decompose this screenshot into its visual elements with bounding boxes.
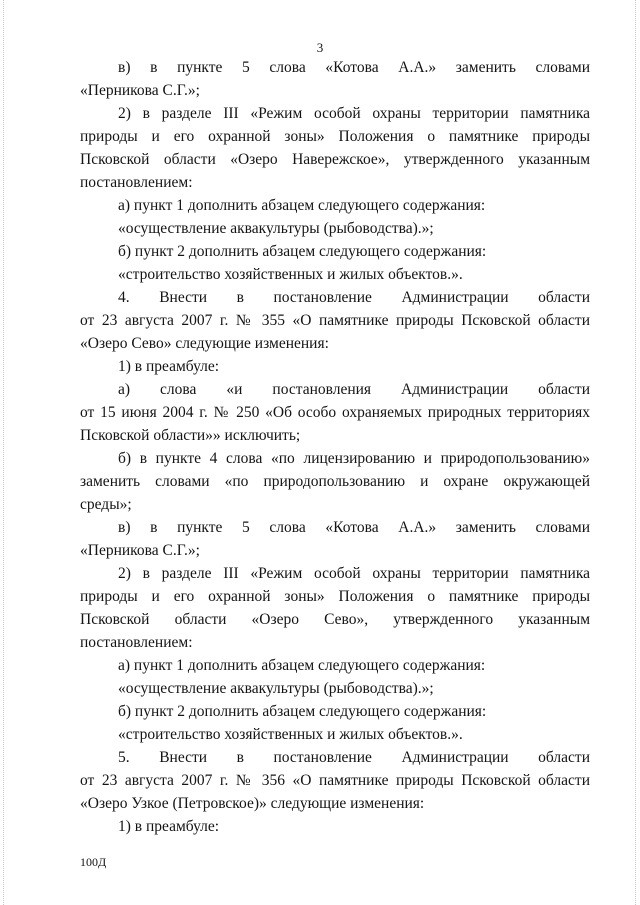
text-line: в) в пункте 5 слова «Котова А.А.» заменить словами [118,519,590,536]
document-body [80,56,590,838]
page-edge-right [635,0,636,905]
text-line: 2) в разделе III «Режим особой охраны территории памятника [118,105,590,122]
text-line: «Перникова С.Г.»; [80,82,200,99]
text-line: Псковской области «Озеро Навережское», утвержденного указанным [80,151,590,168]
text-line: б) пункт 2 дополнить абзацем следующего содержания: [118,243,487,260]
text-line: природы и его охранной зоны» Положения о памятнике природы [80,128,590,145]
text-line: а) пункт 1 дополнить абзацем следующего содержания: [118,657,486,674]
text-line: среды»; [80,496,132,513]
text-line: 5. Внести в постановление Администрации области [118,749,590,766]
text-line: Псковской области»» исключить; [80,427,301,444]
text-line: заменить словами «по природопользованию и охране окружающей [80,473,590,490]
text-line: «Озеро Сево» следующие изменения: [80,335,329,352]
text-line: в) в пункте 5 слова «Котова А.А.» заменить словами [118,59,590,76]
text-line: б) пункт 2 дополнить абзацем следующего содержания: [118,703,487,720]
text-line: «Озеро Узкое (Петровское)» следующие изменения: [80,795,425,812]
page-number: 3 [316,40,324,55]
text-line: природы и его охранной зоны» Положения о памятнике природы [80,588,590,605]
text-line: «Перникова С.Г.»; [80,542,200,559]
footer-code: 100Д [80,855,107,869]
text-line: б) в пункте 4 слова «по лицензированию и природопользованию» [118,450,590,467]
text-line: а) слова «и постановления Администрации области [118,381,590,398]
text-line: постановлением: [80,634,193,651]
text-line: «осуществление аквакультуры (рыбоводства).»; [118,680,434,697]
text-line: «строительство хозяйственных и жилых объектов.». [118,726,463,743]
text-line: от 23 августа 2007 г. № 356 «О памятнике природы Псковской области [80,772,590,789]
text-line: от 23 августа 2007 г. № 355 «О памятнике природы Псковской области [80,312,590,329]
text-line: 1) в преамбуле: [118,358,220,375]
text-line: 4. Внести в постановление Администрации области [118,289,590,306]
text-line: «строительство хозяйственных и жилых объектов.». [118,266,463,283]
page-edge-left [3,0,4,905]
text-line: от 15 июня 2004 г. № 250 «Об особо охраняемых природных территориях [80,404,590,421]
text-line: а) пункт 1 дополнить абзацем следующего содержания: [118,197,486,214]
text-line: 2) в разделе III «Режим особой охраны территории памятника [118,565,590,582]
text-line: постановлением: [80,174,193,191]
text-line: Псковской области «Озеро Сево», утвержденного указанным [80,611,590,628]
text-line: «осуществление аквакультуры (рыбоводства).»; [118,220,434,237]
text-line: 1) в преамбуле: [118,818,220,835]
